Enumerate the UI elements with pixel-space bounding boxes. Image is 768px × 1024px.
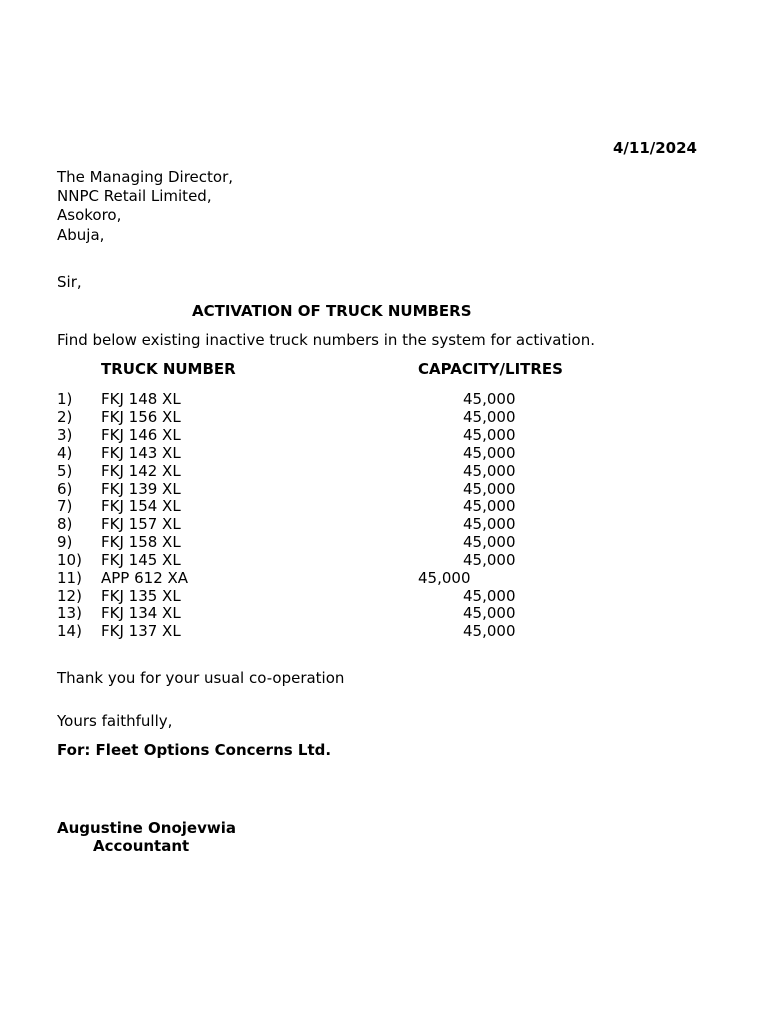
capacity: 45,000 (463, 551, 516, 569)
row-number: 10) (57, 551, 82, 569)
truck-number: FKJ 137 XL (101, 622, 181, 640)
table-row (57, 426, 577, 444)
signatory-title: Accountant (93, 837, 190, 855)
capacity: 45,000 (463, 408, 516, 426)
capacity: 45,000 (463, 622, 516, 640)
truck-number: FKJ 157 XL (101, 515, 181, 533)
truck-number: FKJ 135 XL (101, 587, 181, 605)
closing-line: Yours faithfully, (57, 712, 173, 730)
capacity: 45,000 (418, 569, 471, 587)
truck-number: FKJ 139 XL (101, 480, 181, 498)
row-number: 8) (57, 515, 73, 533)
truck-number: FKJ 142 XL (101, 462, 181, 480)
letter-subject: ACTIVATION OF TRUCK NUMBERS (192, 302, 472, 320)
capacity: 45,000 (463, 462, 516, 480)
header-truck-number: TRUCK NUMBER (101, 360, 236, 378)
table-row (57, 604, 577, 622)
table-row (57, 551, 577, 569)
row-number: 7) (57, 497, 73, 515)
salutation: Sir, (57, 273, 82, 291)
table-row (57, 408, 577, 426)
truck-number: FKJ 154 XL (101, 497, 181, 515)
table-row (57, 622, 577, 640)
row-number: 13) (57, 604, 82, 622)
capacity: 45,000 (463, 390, 516, 408)
capacity: 45,000 (463, 515, 516, 533)
table-row (57, 497, 577, 515)
for-company-line: For: Fleet Options Concerns Ltd. (57, 741, 332, 759)
row-number: 3) (57, 426, 73, 444)
capacity: 45,000 (463, 426, 516, 444)
table-row (57, 569, 577, 587)
truck-number: FKJ 148 XL (101, 390, 181, 408)
recipient-line-4: Abuja, (57, 226, 105, 244)
truck-number: FKJ 156 XL (101, 408, 181, 426)
row-number: 2) (57, 408, 73, 426)
recipient-line-2: NNPC Retail Limited, (57, 187, 212, 205)
capacity: 45,000 (463, 604, 516, 622)
row-number: 6) (57, 480, 73, 498)
signatory-name: Augustine Onojevwia (57, 819, 236, 837)
truck-number: FKJ 146 XL (101, 426, 181, 444)
capacity: 45,000 (463, 480, 516, 498)
header-capacity: CAPACITY/LITRES (418, 360, 563, 378)
capacity: 45,000 (463, 497, 516, 515)
letter-intro: Find below existing inactive truck numbers in the system for activation. (57, 331, 595, 349)
row-number: 4) (57, 444, 73, 462)
table-row (57, 462, 577, 480)
recipient-line-1: The Managing Director, (57, 168, 234, 186)
table-row (57, 480, 577, 498)
row-number: 11) (57, 569, 82, 587)
row-number: 1) (57, 390, 73, 408)
thanks-line: Thank you for your usual co-operation (57, 669, 345, 687)
capacity: 45,000 (463, 533, 516, 551)
row-number: 5) (57, 462, 73, 480)
capacity: 45,000 (463, 587, 516, 605)
table-row (57, 444, 577, 462)
capacity: 45,000 (463, 444, 516, 462)
truck-number: FKJ 158 XL (101, 533, 181, 551)
row-number: 14) (57, 622, 82, 640)
table-row (57, 587, 577, 605)
table-row (57, 515, 577, 533)
truck-number: FKJ 145 XL (101, 551, 181, 569)
truck-number: APP 612 XA (101, 569, 189, 587)
truck-number: FKJ 134 XL (101, 604, 181, 622)
letter-date: 4/11/2024 (612, 139, 697, 157)
table-row (57, 390, 577, 408)
recipient-line-3: Asokoro, (57, 206, 122, 224)
truck-number: FKJ 143 XL (101, 444, 181, 462)
row-number: 9) (57, 533, 73, 551)
table-row (57, 533, 577, 551)
row-number: 12) (57, 587, 82, 605)
